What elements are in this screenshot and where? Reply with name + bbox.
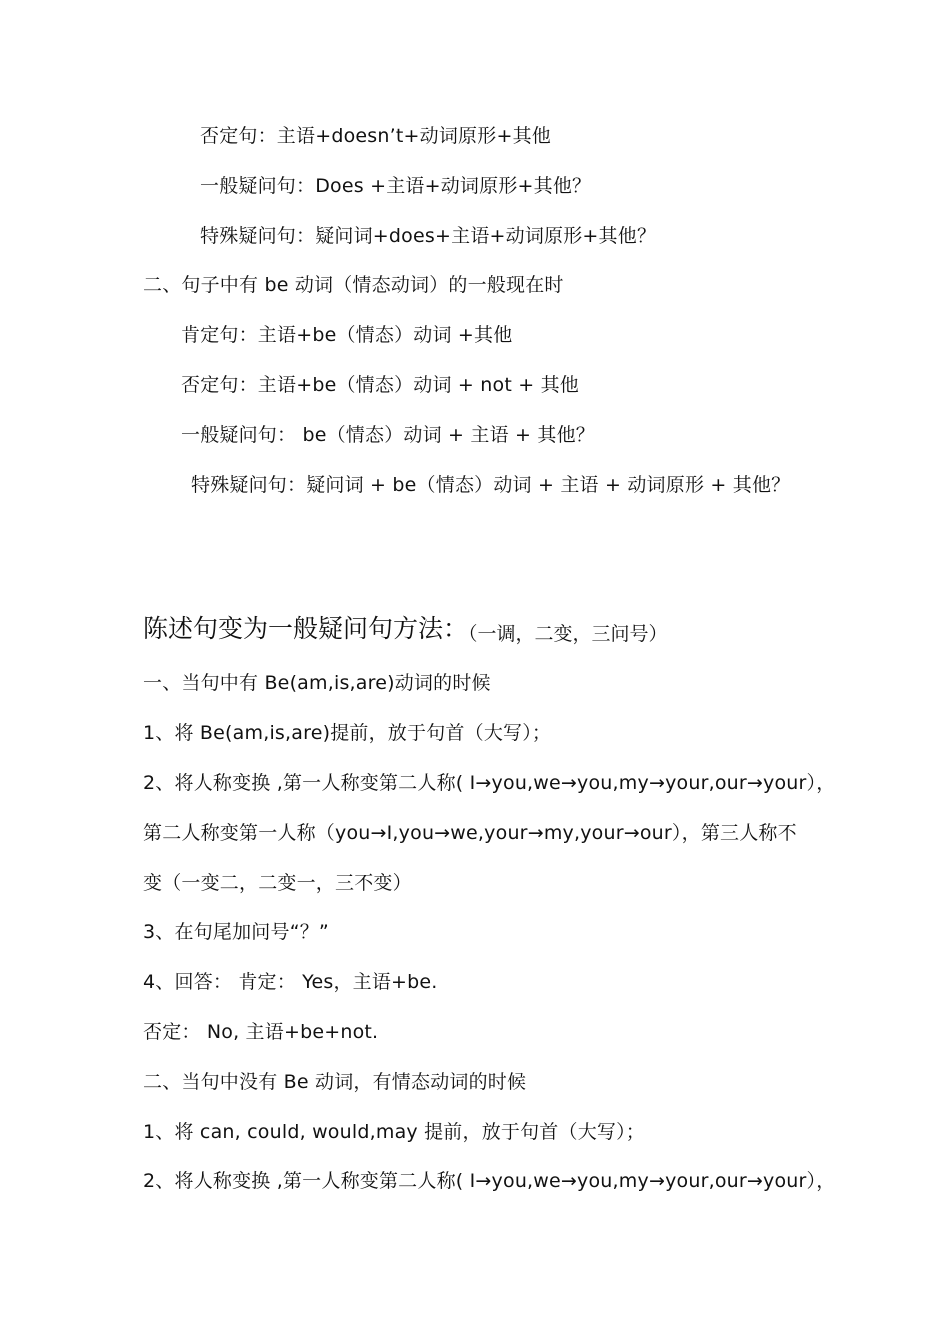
rule-be-negative-answer: 否定： No, 主语+be+not. xyxy=(143,1021,379,1043)
special-question-does: 特殊疑问句：疑问词+does+主语+动词原形+其他？ xyxy=(200,225,657,247)
general-question-be: 一般疑问句： be（情态）动词 + 主语 + 其他？ xyxy=(181,424,595,446)
special-question-be: 特殊疑问句：疑问词 + be（情态）动词 + 主语 + 动词原形 + 其他？ xyxy=(191,474,791,496)
rule-modal-step-2: 2、将人称变换 ,第一人称变第二人称( I→you,we→you,my→your,our→your）， xyxy=(143,1170,836,1192)
rule-modal-heading: 二、当句中没有 Be 动词，有情态动词的时候 xyxy=(143,1071,527,1093)
general-question-does: 一般疑问句：Does +主语+动词原形+其他？ xyxy=(200,175,592,197)
conversion-title: 陈述句变为一般疑问句方法： xyxy=(143,614,469,643)
rule-be-step-3: 3、在句尾加问号“？” xyxy=(143,921,329,943)
rule-be-step-2-end: 变（一变二，二变一，三不变） xyxy=(143,872,412,894)
rule-be-step-4: 4、回答： 肯定： Yes，主语+be. xyxy=(143,971,438,993)
be-verb-heading: 二、句子中有 be 动词（情态动词）的一般现在时 xyxy=(143,274,564,296)
rule-be-heading: 一、当句中有 Be(am,is,are)动词的时候 xyxy=(143,672,491,694)
rule-be-step-2-cont: 第二人称变第一人称（you→I,you→we,your→my,your→our），第三人称不 xyxy=(143,822,797,844)
rule-be-step-2: 2、将人称变换 ,第一人称变第二人称( I→you,we→you,my→your,our→your）， xyxy=(143,772,836,794)
negative-form-does: 否定句：主语+doesn’t+动词原形+其他 xyxy=(200,125,551,147)
affirmative-form-be: 肯定句：主语+be（情态）动词 +其他 xyxy=(181,324,513,346)
conversion-heading xyxy=(143,612,668,649)
rule-modal-step-1: 1、将 can, could, would,may 提前，放于句首（大写）； xyxy=(143,1121,645,1143)
conversion-title-note: （一调，二变，三问号） xyxy=(468,623,668,645)
negative-form-be: 否定句：主语+be（情态）动词 + not + 其他 xyxy=(181,374,579,396)
rule-be-step-1: 1、将 Be(am,is,are)提前，放于句首（大写）； xyxy=(143,722,552,744)
